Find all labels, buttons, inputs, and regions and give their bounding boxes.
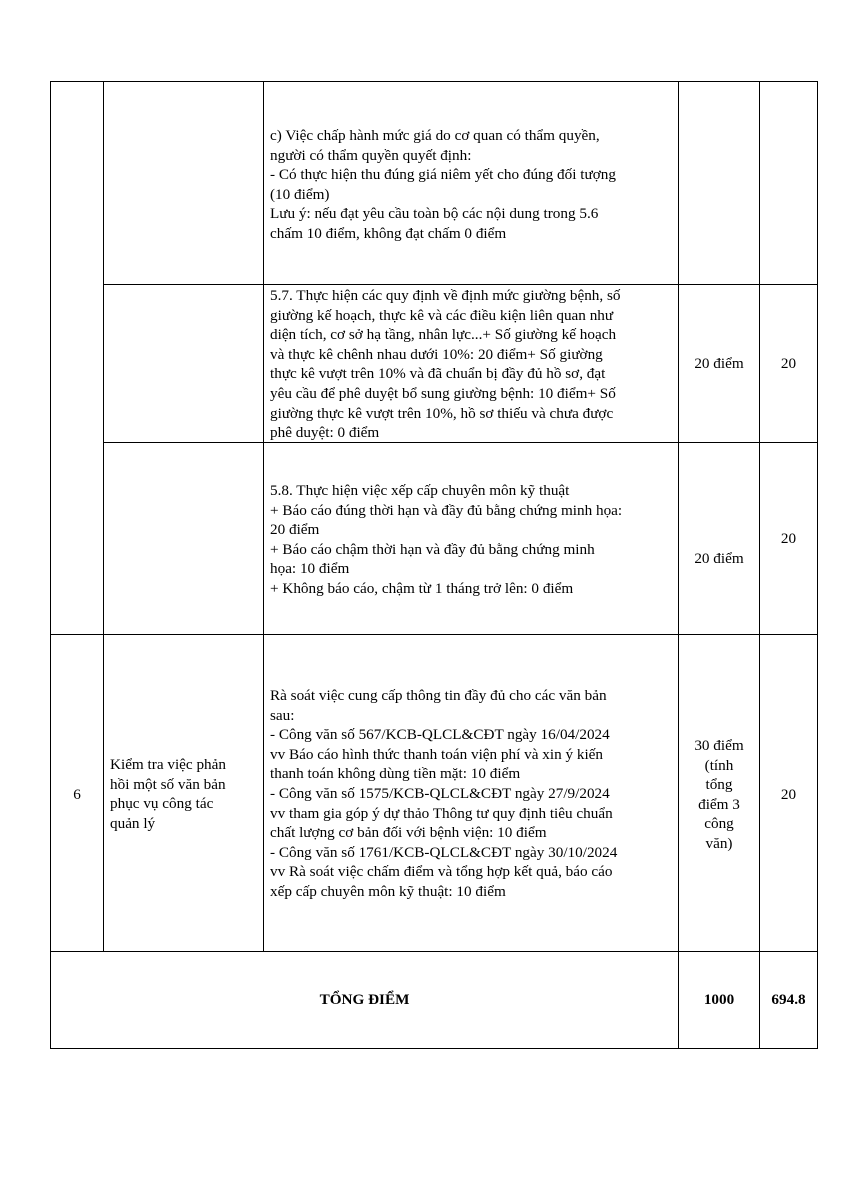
table-row-score: 20	[780, 786, 797, 803]
table-row-score: 20	[780, 355, 797, 372]
table-row-max-score: 20 điểm	[694, 550, 744, 567]
table-border-left	[50, 81, 51, 1049]
col-divider-title	[263, 81, 264, 952]
table-row-content: 5.7. Thực hiện các quy định về định mức giường bệnh, số giường kế hoạch, thực kê và các điều kiện liên quan như diện tích, cơ sở hạ tầng, nhân lực...+ Số giường kế hoạch và thực kê chênh nhau dưới 10%: 20 điểm+ Số giường thực kê vượt trên 10% và đã chuẩn bị đầy đủ hồ sơ, đạt yêu cầu để phê duyệt bổ sung giường bệnh: 10 điểm+ Số giường thực kê vượt trên 10%, hồ sơ thiếu và chưa được phê duyệt: 0 điểm	[270, 287, 621, 442]
table-row-score: 20	[780, 530, 797, 547]
total-score: 694.8	[771, 991, 806, 1008]
row-divider-1	[103, 284, 818, 285]
table-row-content: Rà soát việc cung cấp thông tin đầy đủ cho các văn bản sau: - Công văn số 567/KCB-QLCL&CĐT ngày 16/04/2024 vv Báo cáo hình thức thanh toán viện phí và xin ý kiến thanh toán không dùng tiền mặt: 10 điểm - Công văn số 1575/KCB-QLCL&CĐT ngày 27/9/2024 vv tham gia góp ý dự thảo Thông tư quy định tiêu chuẩn chất lượng cơ bản đối với bệnh viện: 10 điểm - Công văn số 1761/KCB-QLCL&CĐT ngày 30/10/2024 vv Rà soát việc chấm điểm và tổng hợp kết quả, báo cáo xếp cấp chuyên môn kỹ thuật: 10 điểm	[270, 687, 618, 900]
col-divider-max	[759, 81, 760, 1049]
row-divider-3	[50, 634, 818, 635]
table-row-max-score: 20 điểm	[694, 355, 744, 372]
table-border-right	[817, 81, 818, 1049]
table-row-stt: 6	[73, 786, 81, 803]
total-max-score: 1000	[703, 991, 735, 1008]
total-label: TỔNG ĐIỂM	[319, 991, 410, 1008]
table-row-max-score: 30 điểm (tính tổng điểm 3 công văn)	[694, 737, 744, 852]
table-row-title: Kiểm tra việc phản hồi một số văn bản phục vụ công tác quản lý	[110, 756, 226, 832]
table-border-bottom	[50, 1048, 818, 1049]
table-row-content: 5.8. Thực hiện việc xếp cấp chuyên môn kỹ thuật + Báo cáo đúng thời hạn và đầy đủ bằng chứng minh họa: 20 điểm + Báo cáo chậm thời hạn và đầy đủ bằng chứng minh họa: 10 điểm + Không báo cáo, chậm từ 1 tháng trở lên: 0 điểm	[270, 482, 623, 597]
col-divider-stt	[103, 81, 104, 952]
row-divider-total	[50, 951, 818, 952]
table-row-content: c) Việc chấp hành mức giá do cơ quan có thẩm quyền, người có thẩm quyền quyết định: - Có thực hiện thu đúng giá niêm yết cho đúng đối tượng (10 điểm) Lưu ý: nếu đạt yêu cầu toàn bộ các nội dung trong 5.6 chấm 10 điểm, không đạt chấm 0 điểm	[270, 127, 616, 242]
table-border-top	[50, 81, 818, 82]
